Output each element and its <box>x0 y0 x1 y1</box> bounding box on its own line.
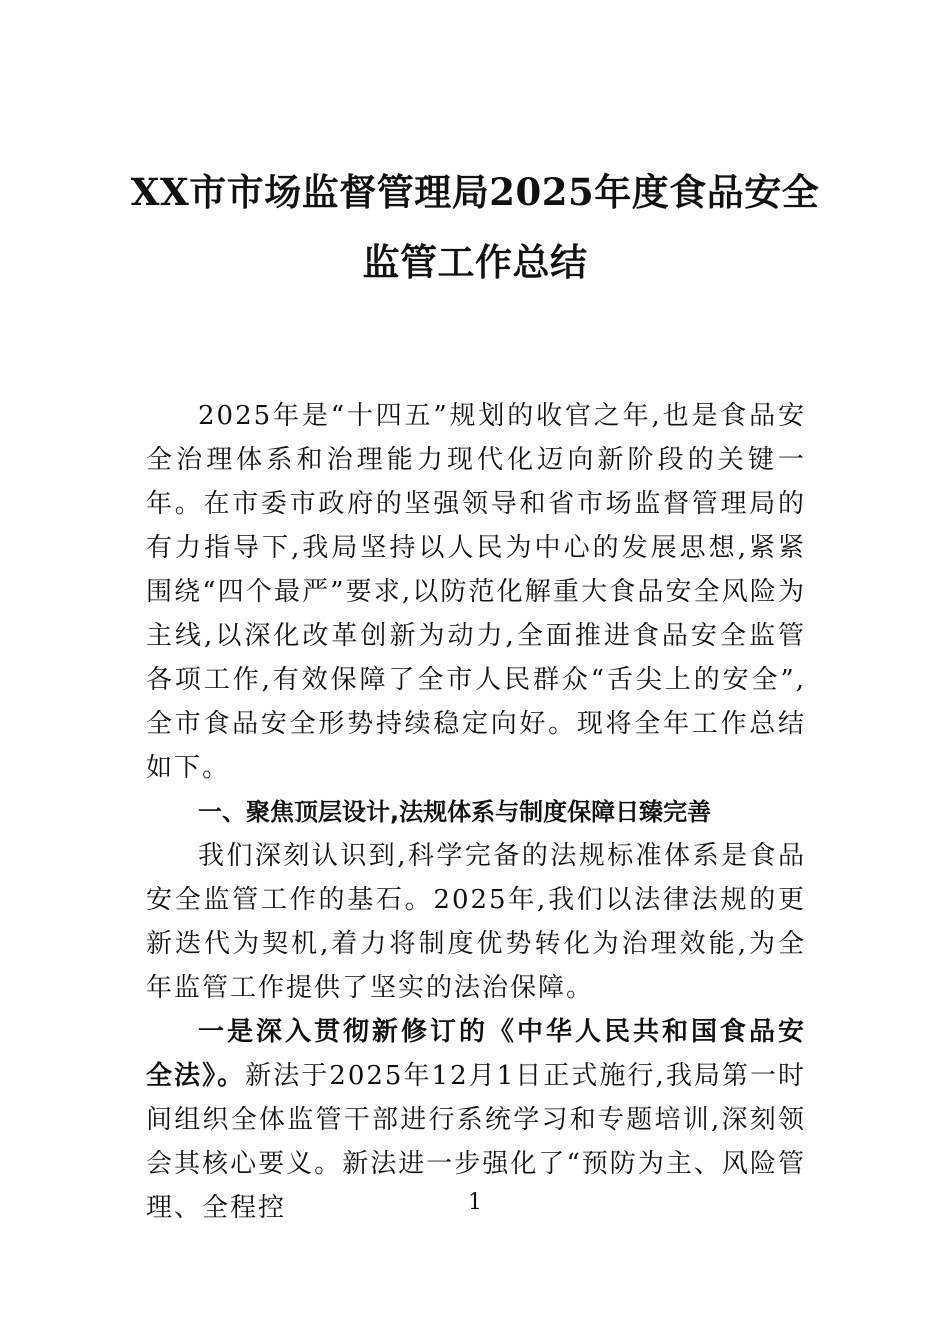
section-heading-1: 一、聚焦顶层设计,法规体系与制度保障日臻完善 <box>198 798 712 826</box>
section-1-paragraph: 我们深刻认识到,科学完备的法规标准体系是食品安全监管工作的基石。2025年,我们以法律法规的更新迭代为契机,着力将制度优势转化为治理效能,为全年监管工作提供了坚实的法治保障。 <box>146 841 806 1003</box>
point-1-body: 新法于2025年12月1日正式施行,我局第一时间组织全体监管干部进行系统学习和专题培训,深刻领会其核心要义。新法进一步强化了“预防为主、风险管理、全程控 <box>146 1061 806 1223</box>
page-number: 1 <box>468 1190 482 1215</box>
point-1-lead: 一是深入贯彻新修订的《中华人民共和国食品安全法》。 <box>146 1017 806 1091</box>
document-title-line-1: XX市市场监督管理局2025年度食品安全 <box>130 170 820 214</box>
document-title-line-2: 监管工作总结 <box>362 240 588 284</box>
intro-paragraph: 2025年是“十四五”规划的收官之年,也是食品安全治理体系和治理能力现代化迈向新阶段的关键一年。在市委市政府的坚强领导和省市场监督管理局的有力指导下,我局坚持以人民为中心的发展思想,紧紧围绕“四个最严”要求,以防范化解重大食品安全风险为主线,以深化改革创新为动力,全面推进食品安全监管各项工作,有效保障了全市人民群众“舌尖上的安全”,全市食品安全形势持续稳定向好。现将全年工作总结如下。 <box>146 401 806 783</box>
document-body <box>146 394 806 1230</box>
